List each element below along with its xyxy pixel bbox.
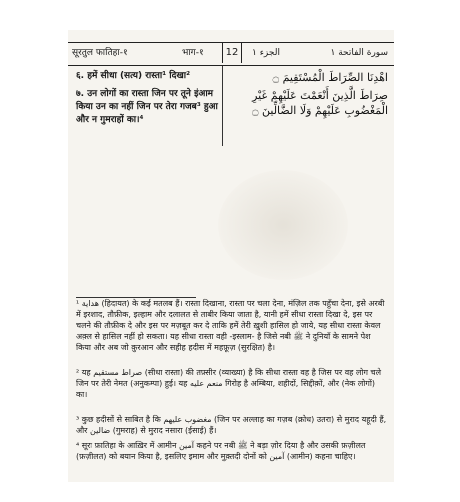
running-header xyxy=(68,42,394,66)
juz-label-arabic: الجزء ١ xyxy=(252,48,280,58)
volume-label: भाग-१ xyxy=(182,48,204,58)
page-number: 12 xyxy=(222,43,242,63)
footnote-2: ² यह صراط مستقيم (सीधा रास्ता) की तफ़्सीर (व्याख्या) है कि सीधा रास्ता वह है जिस पर वह लोग चले जिन पर तेरी नेमत (अनुकम्पा) हुई। यह منعم عليه गिरोह है अम्बिया, शहीदों, सिद्दीक़ों, और (नेक लोगों) का। xyxy=(76,368,382,399)
verse-7-hindi: ७. उन लोगों का रास्ता जिन पर तूने इंआम किया उन का नहीं जिन पर तेरा गजब³ हुआ और न गुमराहों का।⁴ xyxy=(76,89,218,125)
surah-title-arabic: سورة الفاتحة ١ xyxy=(330,48,388,58)
footnote-1: ¹ هداية (हिदायत) के कई मतलब हैं। रास्ता दिखाना, रास्ता पर चला देना, मंज़िल तक पहुँचा देना, इसे अरबी में इरशाद, तौफ़ीक, इल्हाम और दलालत से ताबीर किया जाता है, यानी हमें सीधा रास्ता दिखा दे, इस पर चलने की तौफ़ीक दे और इस पर मज़बूत कर दे ताकि हमें तेरी ख़ुशी हासिल हो जाये, यह सीधा रास्ता केवल अक़्ल से हासिल नहीं हो सकता। यह सीधा रास्ता वही -इस्लाम- है जिसे नबी ﷺ ने दुनियाँ के सामने पेश किया और अब जो क़ुरआन और सहीह हदीस में महफ़ूज़ (सुरक्षित) है। xyxy=(76,299,385,352)
watermark-seal xyxy=(218,170,348,280)
verse-6-arabic: اهْدِنَا الصِّرَاطَ الْمُسْتَقِيمَ ۝ xyxy=(272,71,388,84)
surah-title-hindi: सूरतुल फातिहा-१ xyxy=(72,48,128,58)
verse-7-arabic: صِرَاطَ الَّذِينَ أَنْعَمْتَ عَلَيْهِمْ غَيْرِ الْمَغْضُوبِ عَلَيْهِمْ وَلَا الضَّالِّينَ ۝ xyxy=(252,89,388,117)
verse-6-hindi: ६. हमें सीधा (सत्य) रास्ता¹ दिखा² xyxy=(76,71,191,81)
column-divider xyxy=(222,66,223,146)
footnote-4: ⁴ सूरः फ़ातिहा के आख़िर में आमीन آمين कहने पर नबी ﷺ ने बड़ा ज़ोर दिया है और उसकी फ़ज़ीलत (फ़ज़ीलत) को बयान किया है, इसलिए इमाम और मुक़्तदी दोनों को آمين (आमीन) कहना चाहिए। xyxy=(76,441,366,461)
footnote-3: ³ कुछ हदीसों से साबित है कि مغضوب عليهم (जिन पर अल्लाह का गज़ब (क्रोध) उतरा) से मुराद यहूदी हैं, और ضالين (गुमराह) से मुराद नसारा (ईसाई) हैं। xyxy=(76,415,387,435)
book-page xyxy=(68,30,394,482)
